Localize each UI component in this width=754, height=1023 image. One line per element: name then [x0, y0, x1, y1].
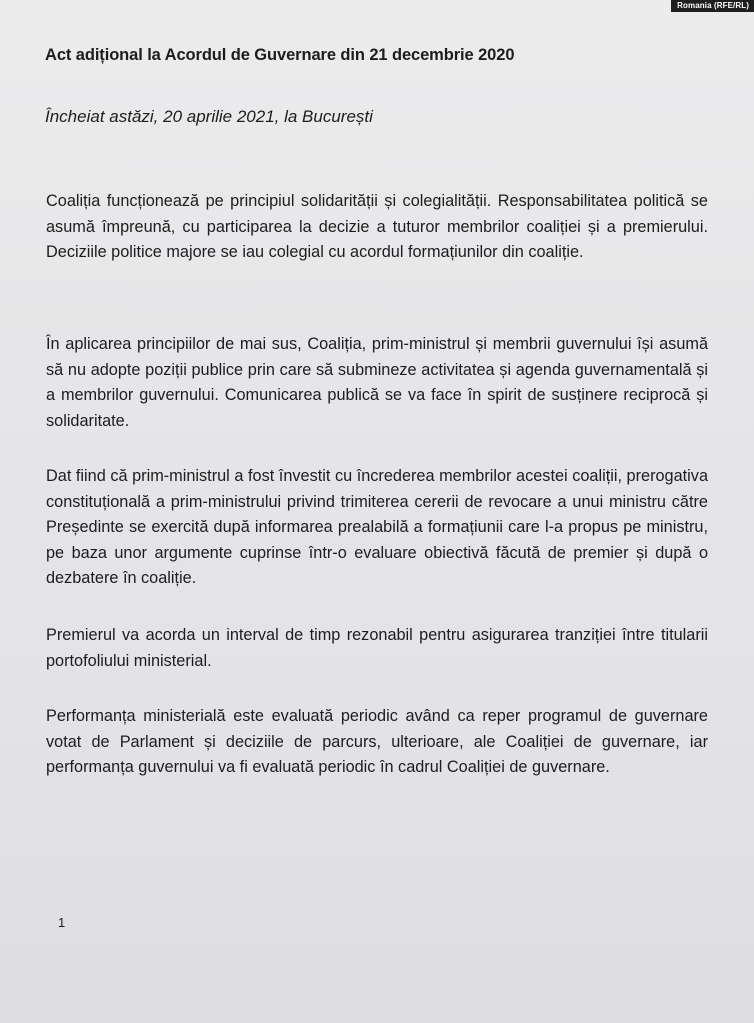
paragraph-2: În aplicarea principiilor de mai sus, Coaliția, prim-ministrul și membrii guvernului își asumă să nu adopte poziții publice prin care să submineze activitatea și agenda guvernamentală și a membrilor guvernului. Comunicarea publică se va face în spirit de susținere reciprocă și solidaritate.: [46, 335, 708, 430]
page-number: 1: [58, 915, 66, 930]
watermark: Romania (RFE/RL): [671, 0, 754, 12]
paragraph-3: Dat fiind că prim-ministrul a fost învestit cu încrederea membrilor acestei coaliții, prerogativa constituțională a prim-ministrului privind trimiterea cererii de revocare a unui ministru către Președinte se exercită după informarea prealabilă a formațiunii care l-a propus pe ministru, pe baza unor argumente cuprinse într-o evaluare obiectivă făcută de premier și după o dezbatere în coaliție.: [46, 467, 708, 587]
document-subtitle: Încheiat astăzi, 20 aprilie 2021, la București: [45, 107, 373, 126]
paragraph-5: Performanța ministerială este evaluată periodic având ca reper programul de guvernare votat de Parlament și deciziile de parcurs, ulterioare, ale Coaliției de guvernare, iar performanța guvernului va fi evaluată periodic în cadrul Coaliției de guvernare.: [46, 707, 708, 776]
paragraph-4: Premierul va acorda un interval de timp rezonabil pentru asigurarea tranziției între titularii portofoliului ministerial.: [46, 626, 708, 670]
document-title: Act adițional la Acordul de Guvernare din 21 decembrie 2020: [45, 46, 515, 64]
paragraph-1: Coaliția funcționează pe principiul solidarității și colegialității. Responsabilitatea politică se asumă împreună, cu participarea la decizie a tuturor membrilor coaliției și a premierului. Deciziile politice majore se iau colegial cu acordul formațiunilor din coaliție.: [46, 192, 708, 261]
